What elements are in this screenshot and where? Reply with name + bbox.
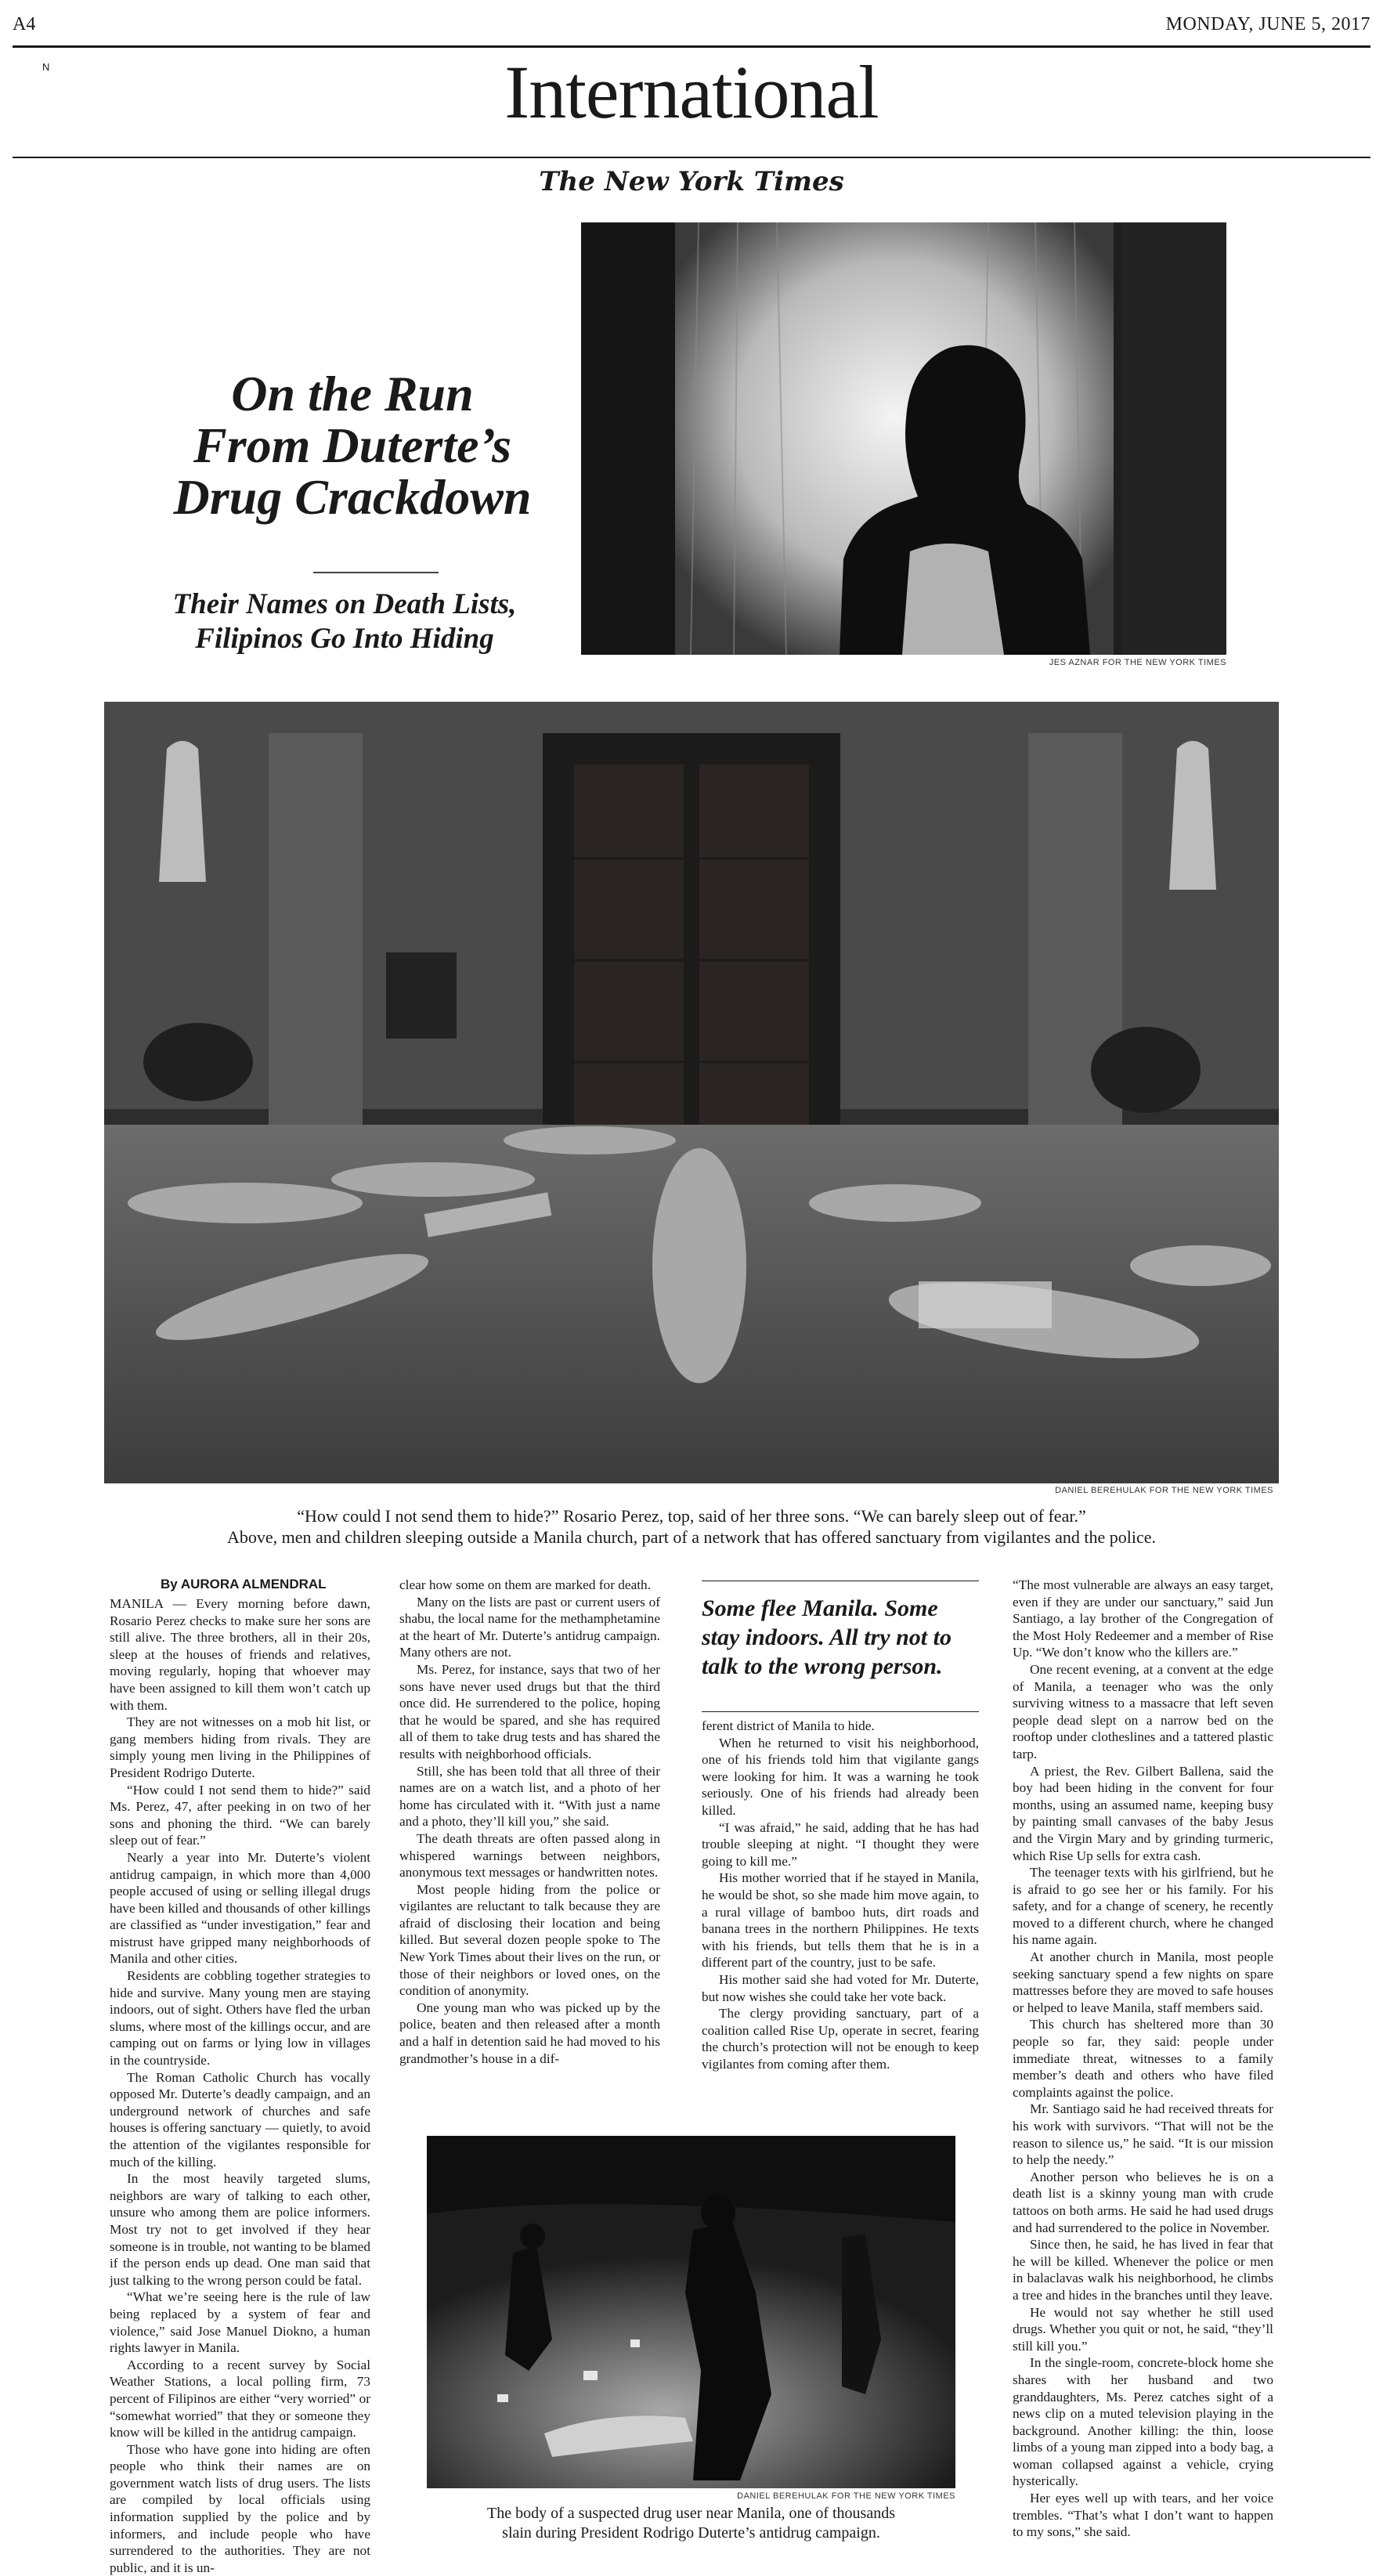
photo-church-sleepers	[104, 702, 1279, 1483]
article-column-4	[1013, 1577, 1273, 2541]
paragraph: Residents are cobbling together strategies to hide and survive. Many young men are staying indoors, out of sight. Others have fled the urban slums, where most of the killings occur, and are camping out on farms or lying low in villages in the countryside.	[110, 1968, 370, 2068]
paragraph: “I was afraid,” he said, adding that he has had trouble sleeping at night. “I thought they were going to kill me.”	[702, 1819, 979, 1869]
paragraph: Those who have gone into hiding are often people who think their names are on government watch lists of drug users. The lists are compiled by local officials using information supplied by the police and by informers, and include people who have surrendered to the authorities. They are not public, and it is un-	[110, 2441, 370, 2575]
caption-line: Above, men and children sleeping outside a Manila church, part of a network that has offered sanctuary from vigilantes and the police.	[227, 1527, 1156, 1547]
subheadline-line: Their Names on Death Lists,	[172, 588, 517, 620]
paragraph: “What we’re seeing here is the rule of law being replaced by a system of fear and violence,” said Jose Manuel Diokno, a human rights lawyer in Manila.	[110, 2289, 370, 2356]
paragraph: Since then, he said, he has lived in fear that he will be killed. Whenever the police or men in balaclavas walk his neighborhood, he climbs a tree and hides in the branches until they leave.	[1013, 2237, 1273, 2303]
article-column-1	[110, 1595, 370, 2576]
paragraph: When he returned to visit his neighborhood, one of his friends told him that vigilante gangs were looking for him. It was a warning he took seriously. One of his friends had already been killed.	[702, 1735, 979, 1818]
paragraph: He would not say whether he still used drugs. Whether you quit or not, he said, “they’ll still kill you.”	[1013, 2304, 1273, 2354]
caption-line: slain during President Rodrigo Duterte’s antidrug campaign.	[502, 2524, 880, 2542]
paragraph: The teenager texts with his girlfriend, but he is afraid to go see her or his family. For his safety, and for a change of scenery, he recently moved to a different church, where he changed his name again.	[1013, 1865, 1273, 1948]
pull-quote-rule	[702, 1711, 979, 1712]
article-column-3	[702, 1718, 979, 2072]
paragraph: Another person who believes he is on a death list is a skinny young man with crude tattoos on both arms. He said he had used drugs and had surrendered to the police in November.	[1013, 2169, 1273, 2235]
paragraph: “How could I not send them to hide?” said Ms. Perez, 47, after peeking in on two of her sons and phoning the third. “We can barely sleep out of fear.”	[110, 1782, 370, 1848]
paragraph: Mr. Santiago said he had received threats for his work with survivors. “That will not be the reason to silence us,” he said. “It is our mission to help the needy.”	[1013, 2101, 1273, 2168]
edition-mark: N	[42, 61, 50, 73]
masthead-logo: The New York Times	[539, 166, 844, 197]
paragraph: His mother said she had voted for Mr. Duterte, but now wishes she could take her vote back.	[702, 1971, 979, 2004]
issue-date: MONDAY, JUNE 5, 2017	[1165, 14, 1370, 34]
photo-credit: DANIEL BEREHULAK FOR THE NEW YORK TIMES	[1055, 1486, 1273, 1495]
paragraph: ferent district of Manila to hide.	[702, 1718, 875, 1733]
top-rule	[13, 45, 1370, 48]
paragraph: clear how some on them are marked for death.	[399, 1577, 652, 1592]
paragraph: Nearly a year into Mr. Duterte’s violent antidrug campaign, in which more than 4,000 people accused of using or selling illegal drugs have been killed and thousands of other killings are classified as “under investigation,” fear and mistrust have gripped many neighborhoods of Manila and other cities.	[110, 1849, 370, 1967]
headline-divider	[313, 572, 439, 573]
paragraph: The death threats are often passed along in whispered warnings between neighbors, anonymous text messages or handwritten notes.	[399, 1830, 660, 1881]
headline-line: From Duterte’s	[193, 417, 511, 473]
headline-line: On the Run	[231, 366, 474, 421]
paragraph: Still, she has been told that all three of their names are on a watch list, and a photo of her home has circulated with it. “With just a name and a photo, they’ll kill you,” she said.	[399, 1763, 660, 1830]
paragraph: A priest, the Rev. Gilbert Ballena, said the boy had been hiding in the convent for four months, using an assumed name, keeping busy by painting small canvases of the baby Jesus and the Virgin Mary and by grinding turmeric, which Rise Up sells for extra cash.	[1013, 1763, 1273, 1863]
paragraph: Most people hiding from the police or vigilantes are reluctant to talk because they are afraid of disclosing their location and being killed. But several dozen people spoke to The New York Times about their lives on the run, or those of their neighbors or loved ones, on the condition of anonymity.	[399, 1881, 660, 1999]
section-rule	[13, 157, 1370, 158]
paragraph: At another church in Manila, most people seeking sanctuary spend a few nights on spare mattresses before they are moved to safe houses or helped to leave Manila, staff members said.	[1013, 1949, 1273, 2015]
pull-quote: Some flee Manila. Some stay indoors. All try not to talk to the wrong person.	[702, 1595, 951, 1679]
paragraph: MANILA — Every morning before dawn, Rosario Perez checks to make sure her sons are still alive. The three brothers, all in their 20s, sleep at the houses of friends and relatives, moving regularly, hoping that whoever may have been assigned to kill them won’t catch up with them.	[110, 1596, 370, 1713]
paragraph: According to a recent survey by Social Weather Stations, a local polling firm, 73 percent of Filipinos are either “very worried” or “somewhat worried” that they or someone they know will be killed in the antidrug campaign.	[110, 2357, 370, 2441]
paragraph: Many on the lists are past or current users of shabu, the local name for the methamphetamine at the heart of Mr. Duterte’s antidrug campaign. Many others are not.	[399, 1594, 660, 1660]
photo-woman-window	[581, 222, 1226, 655]
paragraph: The Roman Catholic Church has vocally opposed Mr. Duterte’s deadly campaign, and an underground network of churches and safe houses is offering sanctuary — quietly, to avoid the attention of the vigilantes responsible for much of the killing.	[110, 2069, 370, 2170]
paragraph: The clergy providing sanctuary, part of a coalition called Rise Up, operate in secret, fearing the church’s protection will not be enough to keep vigilantes from coming after them.	[702, 2006, 979, 2072]
paragraph: In the most heavily targeted slums, neighbors are wary of talking to each other, unsure who among them are police informers. Most try not to get involved if they hear someone is in trouble, not wanting to be blamed if the person ends up dead. One man said that just talking to the wrong person could be fatal.	[110, 2171, 370, 2288]
headline-line: Drug Crackdown	[173, 469, 532, 525]
paragraph: One young man who was picked up by the police, beaten and then released after a month and a half in detention said he had moved to his grandmother’s house in a dif-	[399, 2000, 660, 2066]
caption-line: The body of a suspected drug user near Manila, one of thousands	[487, 2505, 895, 2522]
article-column-2	[399, 1577, 660, 2067]
photo-crime-scene	[427, 2136, 955, 2488]
paragraph: His mother worried that if he stayed in Manila, he would be shot, so she made him move again, to a rural village of bamboo huts, dirt roads and banana trees in the northern Philippines. He texts with his friends, but tells them that he is in a different part of the country, just to be safe.	[702, 1870, 979, 1971]
photo-credit: DANIEL BEREHULAK FOR THE NEW YORK TIMES	[737, 2491, 955, 2501]
photo-caption	[110, 1505, 1273, 1548]
photo-credit: JES AZNAR FOR THE NEW YORK TIMES	[1049, 658, 1226, 667]
paragraph: “The most vulnerable are always an easy target, even if they are under our sanctuary,” said Jun Santiago, a lay brother of the Congregation of the Most Holy Redeemer and a member of Rise Up. “We don’t know who the killers are.”	[1013, 1577, 1273, 1660]
paragraph: One recent evening, at a convent at the edge of Manila, a teenager who was the only surviving witness to a massacre that left seven people dead slept on a narrow bed on the rooftop under clotheslines and a tattered plastic tarp.	[1013, 1661, 1273, 1761]
photo-caption	[427, 2504, 955, 2543]
subheadline-line: Filipinos Go Into Hiding	[195, 623, 494, 655]
paragraph: Ms. Perez, for instance, says that two of her sons have never used drugs but that the third once did. He surrendered to the police, hoping that he would be spared, and she has required all of them to take drug tests and has shared the results with neighborhood officials.	[399, 1661, 660, 1761]
byline: By AURORA ALMENDRAL	[161, 1577, 327, 1591]
caption-line: “How could I not send them to hide?” Rosario Perez, top, said of her three sons. “We can barely sleep out of fear.”	[297, 1506, 1086, 1526]
headline	[117, 368, 587, 523]
paragraph: This church has sheltered more than 30 people so far, they said: people under immediate threat, witnesses to a family member’s death and others who have filed complaints against the police.	[1013, 2017, 1273, 2100]
subheadline	[133, 587, 556, 656]
paragraph: Her eyes well up with tears, and her voice trembles. “That’s what I don’t want to happen to my sons,” she said.	[1013, 2491, 1273, 2540]
paragraph: In the single-room, concrete-block home she shares with her husband and two granddaughters, Ms. Perez catches sight of a news clip on a muted television playing in the background. Another killing: the thin, loose limbs of a young man zipped into a body bag, a woman collapsed against a vehicle, crying hysterically.	[1013, 2355, 1273, 2489]
paragraph: They are not witnesses on a mob hit list, or gang members hiding from rivals. They are simply young men living in the Philippines of President Rodrigo Duterte.	[110, 1714, 370, 1780]
section-title: International	[504, 50, 879, 134]
page-number: A4	[13, 14, 36, 34]
